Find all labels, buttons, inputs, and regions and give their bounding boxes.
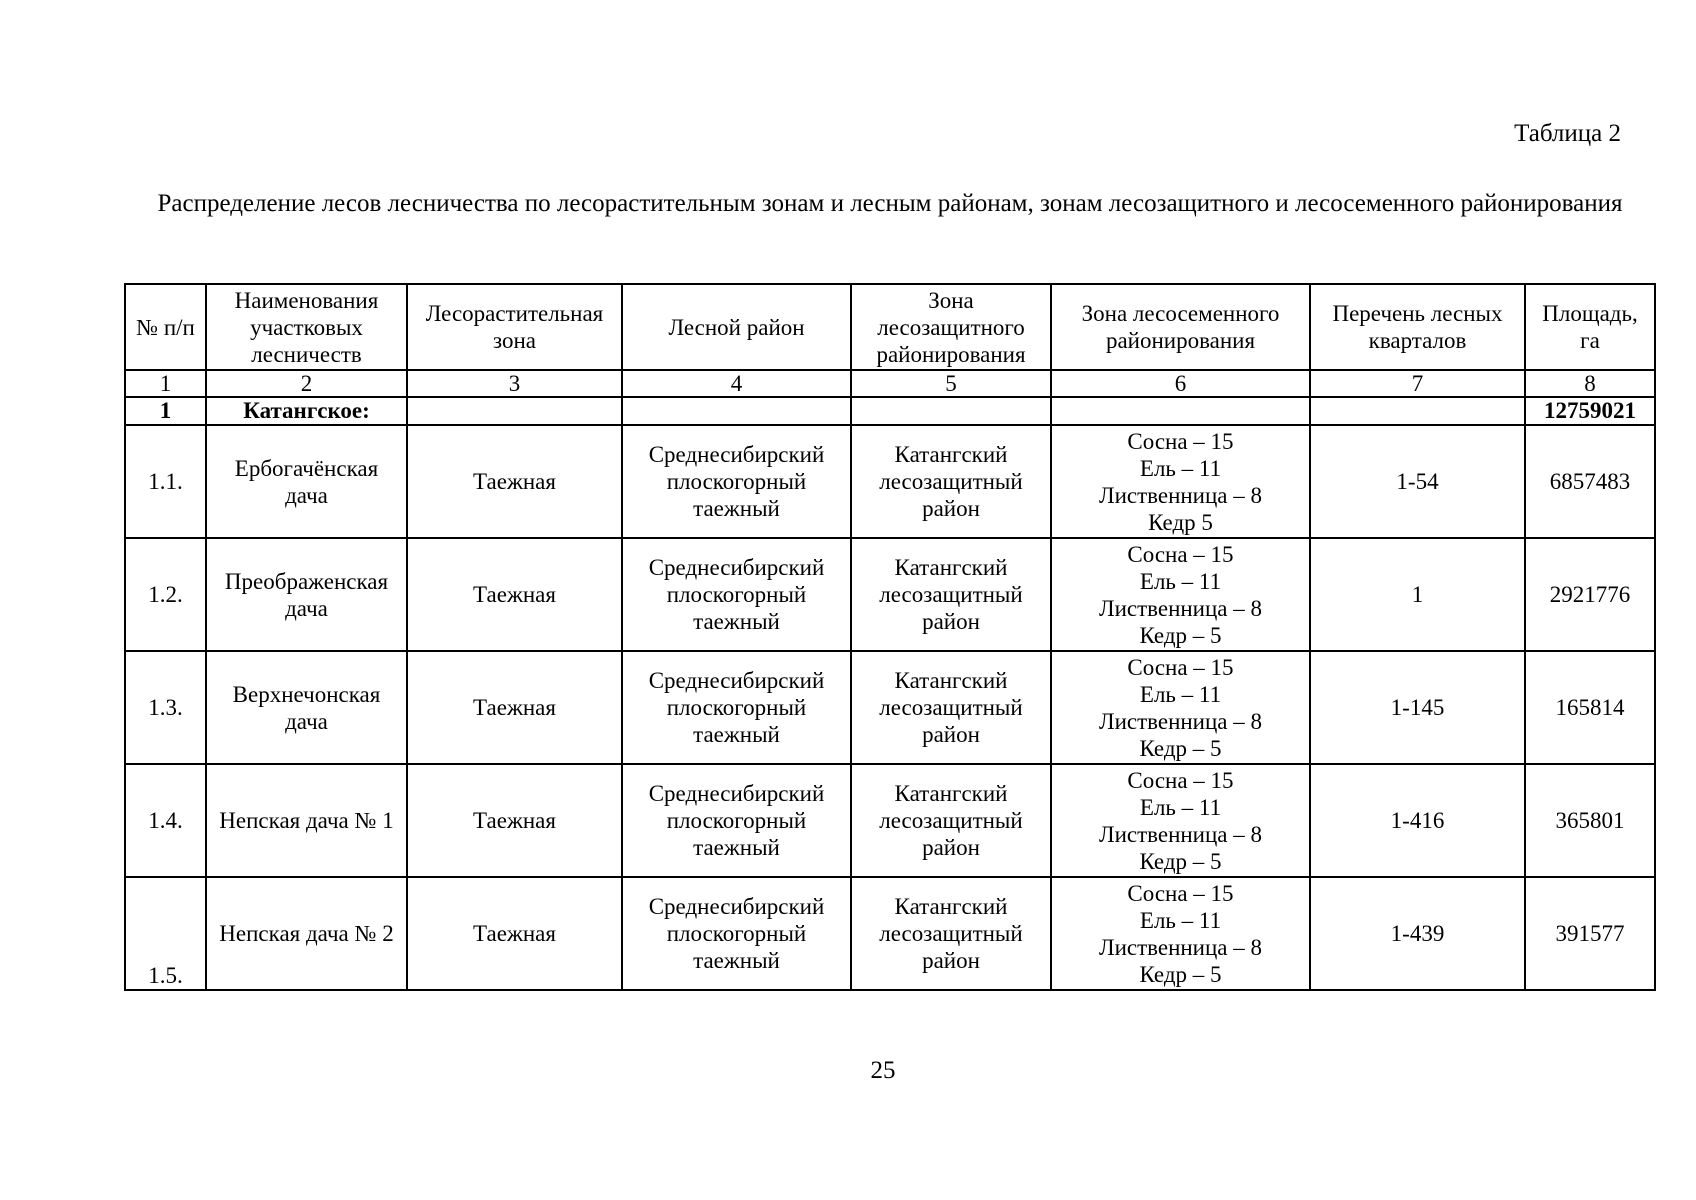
row-area: 2921776: [1525, 538, 1655, 651]
row-seed-zone: [1051, 538, 1310, 651]
seed-zone-line: Кедр – 5: [1139, 961, 1222, 987]
row-district: Среднесибирский плоскогорный таежный: [622, 538, 851, 651]
row-zone: Таежная: [407, 538, 622, 651]
header-cell-seed-zone: Зона лесосеменного районирования: [1051, 284, 1310, 370]
row-number: 1.4.: [125, 764, 206, 877]
empty-cell: [622, 397, 851, 425]
row-quarters: 1-416: [1310, 764, 1525, 877]
row-area: 391577: [1525, 877, 1655, 990]
row-seed-zone: [1051, 877, 1310, 990]
column-number: 5: [851, 370, 1051, 397]
row-quarters: 1-439: [1310, 877, 1525, 990]
group-area: 12759021: [1525, 397, 1655, 425]
empty-cell: [1051, 397, 1310, 425]
seed-zone-line: Кедр – 5: [1139, 622, 1222, 648]
column-number: 7: [1310, 370, 1525, 397]
seed-zone-line: Сосна – 15: [1127, 541, 1234, 567]
seed-zone-line: Ель – 11: [1139, 907, 1222, 933]
row-name: Верхнечонская дача: [206, 651, 407, 764]
row-number: 1.3.: [125, 651, 206, 764]
table-row: [125, 877, 1655, 990]
seed-zone-line: Лиственница – 8: [1098, 595, 1263, 621]
header-cell-protection-zone: Зона лесозащитного районирования: [851, 284, 1051, 370]
empty-cell: [1310, 397, 1525, 425]
row-number: 1.5.: [125, 877, 206, 990]
header-cell-name: Наименования участковых лесничеств: [206, 284, 407, 370]
seed-zone-line: Кедр 5: [1148, 509, 1213, 535]
row-quarters: 1-54: [1310, 425, 1525, 538]
header-cell-zone: Лесорастительная зона: [407, 284, 622, 370]
seed-zone-line: Ель – 11: [1139, 455, 1222, 481]
row-area: 165814: [1525, 651, 1655, 764]
row-quarters: 1: [1310, 538, 1525, 651]
seed-zone-line: Ель – 11: [1139, 681, 1222, 707]
row-seed-zone: [1051, 425, 1310, 538]
row-protection-zone: Катангский лесозащитный район: [851, 764, 1051, 877]
row-zone: Таежная: [407, 764, 622, 877]
header-cell-no: № п/п: [125, 284, 206, 370]
table-row: [125, 764, 1655, 877]
empty-cell: [851, 397, 1051, 425]
row-quarters: 1-145: [1310, 651, 1525, 764]
header-row: [125, 284, 1655, 370]
row-number: 1.1.: [125, 425, 206, 538]
row-name: Ербогачёнская дача: [206, 425, 407, 538]
forest-distribution-table: [124, 283, 1656, 991]
row-district: Среднесибирский плоскогорный таежный: [622, 425, 851, 538]
row-seed-zone: [1051, 651, 1310, 764]
row-district: Среднесибирский плоскогорный таежный: [622, 651, 851, 764]
row-zone: Таежная: [407, 877, 622, 990]
table-row: [125, 425, 1655, 538]
row-area: 6857483: [1525, 425, 1655, 538]
table-row: [125, 651, 1655, 764]
seed-zone-line: Ель – 11: [1139, 568, 1222, 594]
table-label: Таблица 2: [1514, 120, 1621, 147]
page-number: 25: [870, 1057, 896, 1084]
seed-zone-line: Ель – 11: [1139, 794, 1222, 820]
header-cell-area: Площадь, га: [1525, 284, 1655, 370]
column-number-row: [125, 370, 1655, 397]
row-district: Среднесибирский плоскогорный таежный: [622, 764, 851, 877]
group-row: [125, 397, 1655, 425]
seed-zone-line: Кедр – 5: [1139, 735, 1222, 761]
group-name: Катангское:: [206, 397, 407, 425]
row-protection-zone: Катангский лесозащитный район: [851, 425, 1051, 538]
table-caption: Распределение лесов лесничества по лесорастительным зонам и лесным районам, зонам лесозащитного и лесосеменного районирования: [157, 190, 1623, 217]
empty-cell: [407, 397, 622, 425]
row-zone: Таежная: [407, 425, 622, 538]
row-name: Преображенская дача: [206, 538, 407, 651]
column-number: 8: [1525, 370, 1655, 397]
seed-zone-line: Лиственница – 8: [1098, 708, 1263, 734]
row-district: Среднесибирский плоскогорный таежный: [622, 877, 851, 990]
column-number: 3: [407, 370, 622, 397]
row-zone: Таежная: [407, 651, 622, 764]
seed-zone-line: Кедр – 5: [1139, 848, 1222, 874]
row-seed-zone: [1051, 764, 1310, 877]
seed-zone-line: Лиственница – 8: [1098, 934, 1263, 960]
column-number: 2: [206, 370, 407, 397]
seed-zone-line: Сосна – 15: [1127, 767, 1234, 793]
column-number: 4: [622, 370, 851, 397]
header-cell-district: Лесной район: [622, 284, 851, 370]
seed-zone-line: Сосна – 15: [1127, 654, 1234, 680]
column-number: 6: [1051, 370, 1310, 397]
row-number: 1.2.: [125, 538, 206, 651]
row-name: Непская дача № 1: [206, 764, 407, 877]
seed-zone-line: Лиственница – 8: [1098, 821, 1263, 847]
header-cell-quarters: Перечень лесных кварталов: [1310, 284, 1525, 370]
column-number: 1: [125, 370, 206, 397]
group-number: 1: [125, 397, 206, 425]
table-row: [125, 538, 1655, 651]
row-protection-zone: Катангский лесозащитный район: [851, 538, 1051, 651]
row-protection-zone: Катангский лесозащитный район: [851, 651, 1051, 764]
row-name: Непская дача № 2: [206, 877, 407, 990]
seed-zone-line: Лиственница – 8: [1098, 482, 1263, 508]
seed-zone-line: Сосна – 15: [1127, 428, 1234, 454]
row-area: 365801: [1525, 764, 1655, 877]
seed-zone-line: Сосна – 15: [1127, 880, 1234, 906]
row-protection-zone: Катангский лесозащитный район: [851, 877, 1051, 990]
